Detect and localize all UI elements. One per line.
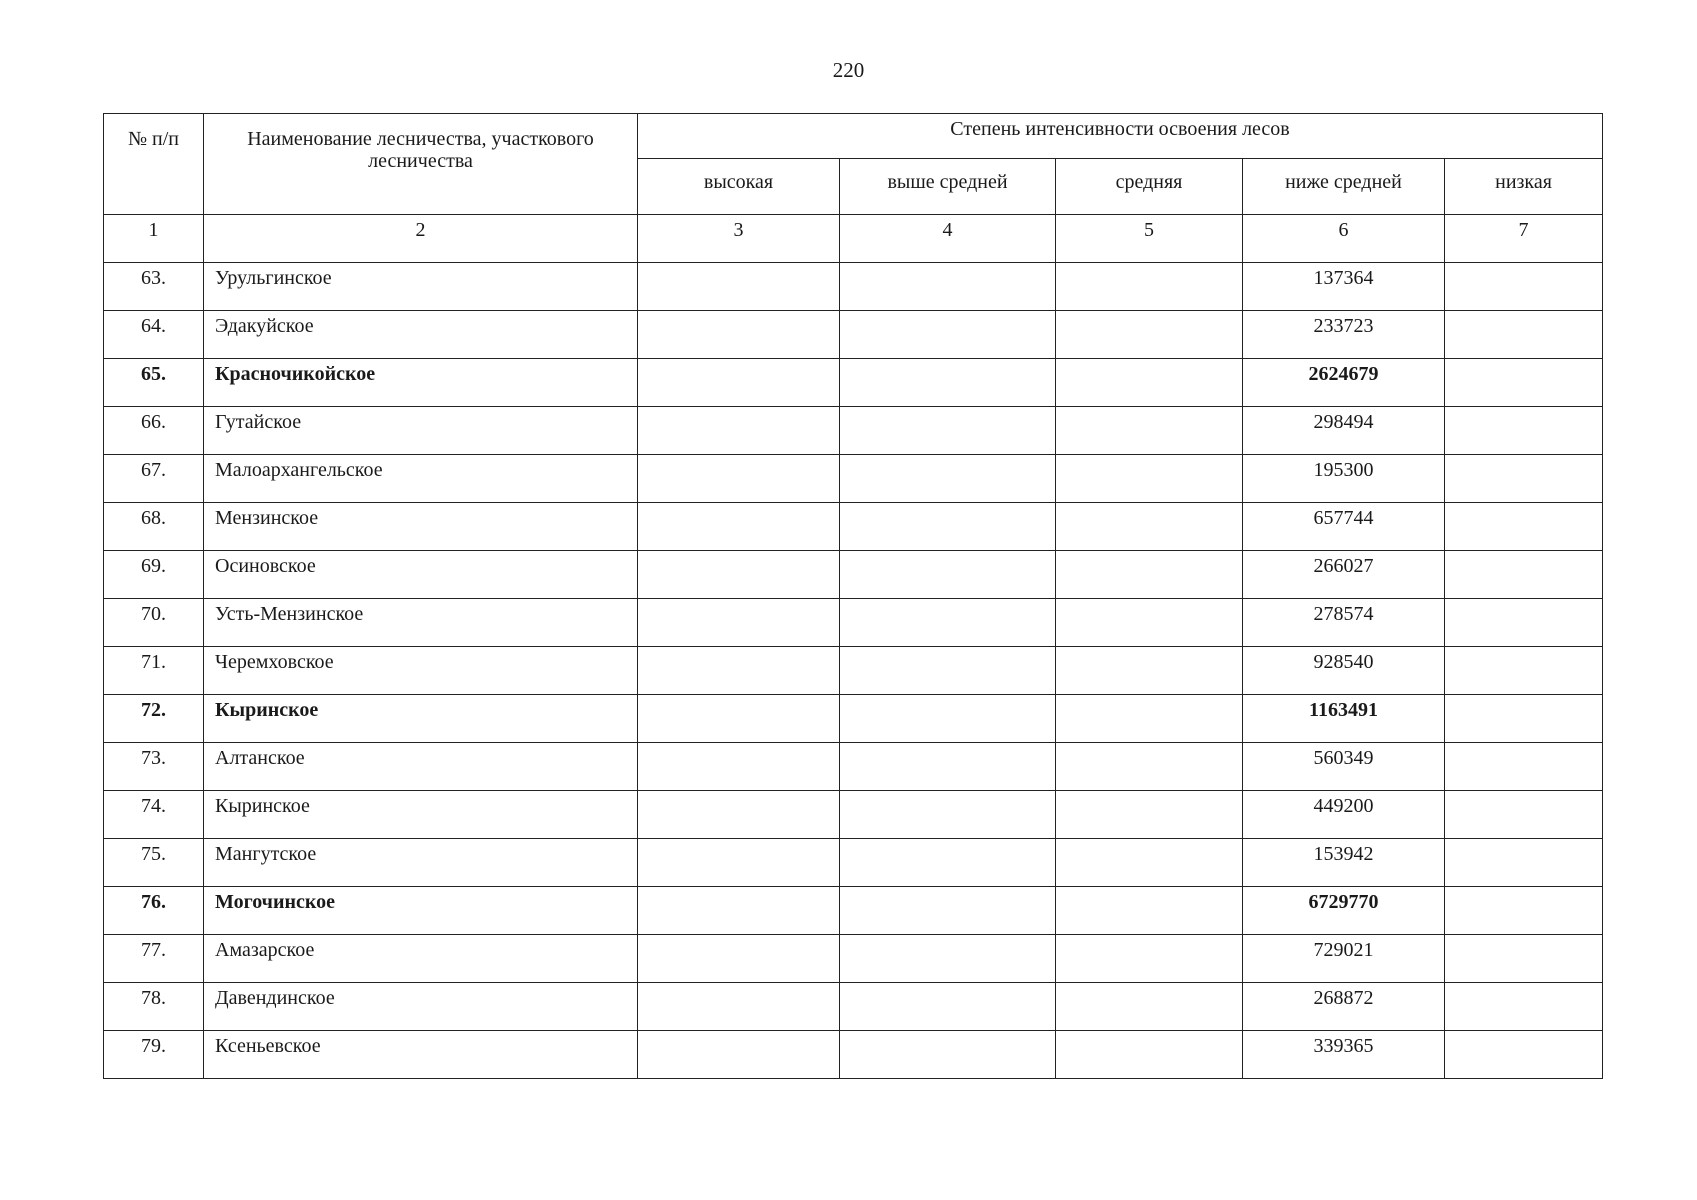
- value-high: [638, 935, 840, 983]
- table-row: [104, 359, 1603, 407]
- table-row: [104, 791, 1603, 839]
- row-number: 68.: [104, 503, 204, 551]
- forestry-name: Осиновское: [204, 551, 638, 599]
- table-row: [104, 935, 1603, 983]
- value-high: [638, 743, 840, 791]
- header-above-average: выше средней: [840, 159, 1056, 215]
- value-above-average: [840, 311, 1056, 359]
- row-number: 65.: [104, 359, 204, 407]
- value-high: [638, 359, 840, 407]
- row-number: 77.: [104, 935, 204, 983]
- value-high: [638, 551, 840, 599]
- value-average: [1056, 455, 1243, 503]
- row-number: 79.: [104, 1031, 204, 1079]
- value-below-average: 195300: [1243, 455, 1445, 503]
- value-average: [1056, 743, 1243, 791]
- value-average: [1056, 263, 1243, 311]
- header-high: высокая: [638, 159, 840, 215]
- value-above-average: [840, 359, 1056, 407]
- value-below-average: 1163491: [1243, 695, 1445, 743]
- value-high: [638, 455, 840, 503]
- value-average: [1056, 839, 1243, 887]
- row-number: 73.: [104, 743, 204, 791]
- table-row: [104, 455, 1603, 503]
- row-number: 67.: [104, 455, 204, 503]
- value-below-average: 729021: [1243, 935, 1445, 983]
- row-number: 66.: [104, 407, 204, 455]
- value-above-average: [840, 695, 1056, 743]
- header-intensity-group: Степень интенсивности освоения лесов: [638, 114, 1603, 159]
- row-number: 63.: [104, 263, 204, 311]
- value-above-average: [840, 983, 1056, 1031]
- value-average: [1056, 551, 1243, 599]
- header-average: средняя: [1056, 159, 1243, 215]
- column-index-row: [104, 215, 1603, 263]
- header-forestry-name: Наименование лесничества, участкового лесничества: [204, 114, 638, 215]
- table-row: [104, 647, 1603, 695]
- table-row: [104, 839, 1603, 887]
- value-low: [1445, 359, 1603, 407]
- value-below-average: 2624679: [1243, 359, 1445, 407]
- forestry-name: Мангутское: [204, 839, 638, 887]
- forestry-name: Алтанское: [204, 743, 638, 791]
- value-below-average: 233723: [1243, 311, 1445, 359]
- value-high: [638, 647, 840, 695]
- value-low: [1445, 839, 1603, 887]
- value-below-average: 560349: [1243, 743, 1445, 791]
- table-row: [104, 983, 1603, 1031]
- forestry-name: Гутайское: [204, 407, 638, 455]
- header-low: низкая: [1445, 159, 1603, 215]
- value-low: [1445, 743, 1603, 791]
- table-row: [104, 743, 1603, 791]
- row-number: 74.: [104, 791, 204, 839]
- value-average: [1056, 503, 1243, 551]
- value-below-average: 928540: [1243, 647, 1445, 695]
- column-index: 4: [840, 215, 1056, 263]
- value-low: [1445, 503, 1603, 551]
- value-average: [1056, 983, 1243, 1031]
- row-number: 75.: [104, 839, 204, 887]
- value-average: [1056, 935, 1243, 983]
- value-low: [1445, 599, 1603, 647]
- value-average: [1056, 647, 1243, 695]
- value-low: [1445, 887, 1603, 935]
- value-high: [638, 791, 840, 839]
- table-row: [104, 503, 1603, 551]
- value-average: [1056, 791, 1243, 839]
- value-above-average: [840, 551, 1056, 599]
- value-average: [1056, 599, 1243, 647]
- column-index: 5: [1056, 215, 1243, 263]
- forestry-name: Усть-Мензинское: [204, 599, 638, 647]
- value-average: [1056, 311, 1243, 359]
- value-high: [638, 695, 840, 743]
- column-index: 2: [204, 215, 638, 263]
- table-row: [104, 695, 1603, 743]
- value-below-average: 657744: [1243, 503, 1445, 551]
- column-index: 7: [1445, 215, 1603, 263]
- value-low: [1445, 935, 1603, 983]
- value-low: [1445, 1031, 1603, 1079]
- forestry-name: Могочинское: [204, 887, 638, 935]
- value-below-average: 153942: [1243, 839, 1445, 887]
- value-above-average: [840, 1031, 1056, 1079]
- value-high: [638, 1031, 840, 1079]
- value-below-average: 137364: [1243, 263, 1445, 311]
- value-high: [638, 503, 840, 551]
- table-body: [104, 263, 1603, 1079]
- value-below-average: 266027: [1243, 551, 1445, 599]
- value-below-average: 449200: [1243, 791, 1445, 839]
- table-row: [104, 311, 1603, 359]
- row-number: 72.: [104, 695, 204, 743]
- value-above-average: [840, 407, 1056, 455]
- value-high: [638, 983, 840, 1031]
- value-average: [1056, 695, 1243, 743]
- page-number: 220: [832, 58, 865, 82]
- value-average: [1056, 407, 1243, 455]
- value-high: [638, 311, 840, 359]
- forestry-name: Кыринское: [204, 791, 638, 839]
- value-above-average: [840, 503, 1056, 551]
- value-low: [1445, 695, 1603, 743]
- value-low: [1445, 983, 1603, 1031]
- value-low: [1445, 551, 1603, 599]
- table-row: [104, 263, 1603, 311]
- forestry-name: Малоархангельское: [204, 455, 638, 503]
- value-above-average: [840, 791, 1056, 839]
- value-below-average: 268872: [1243, 983, 1445, 1031]
- forestry-name: Ксеньевское: [204, 1031, 638, 1079]
- value-above-average: [840, 887, 1056, 935]
- forestry-name: Эдакуйское: [204, 311, 638, 359]
- value-above-average: [840, 647, 1056, 695]
- value-below-average: 339365: [1243, 1031, 1445, 1079]
- row-number: 70.: [104, 599, 204, 647]
- value-low: [1445, 263, 1603, 311]
- value-low: [1445, 455, 1603, 503]
- value-above-average: [840, 743, 1056, 791]
- header-below-average: ниже средней: [1243, 159, 1445, 215]
- value-average: [1056, 887, 1243, 935]
- forestry-name: Кыринское: [204, 695, 638, 743]
- value-below-average: 278574: [1243, 599, 1445, 647]
- row-number: 69.: [104, 551, 204, 599]
- value-low: [1445, 407, 1603, 455]
- row-number: 71.: [104, 647, 204, 695]
- value-above-average: [840, 935, 1056, 983]
- value-below-average: 298494: [1243, 407, 1445, 455]
- row-number: 64.: [104, 311, 204, 359]
- value-high: [638, 263, 840, 311]
- value-high: [638, 887, 840, 935]
- value-above-average: [840, 599, 1056, 647]
- value-average: [1056, 1031, 1243, 1079]
- value-average: [1056, 359, 1243, 407]
- value-high: [638, 839, 840, 887]
- row-number: 78.: [104, 983, 204, 1031]
- forestry-name: Давендинское: [204, 983, 638, 1031]
- forestry-name: Мензинское: [204, 503, 638, 551]
- table-row: [104, 599, 1603, 647]
- forestry-table: [103, 113, 1603, 1079]
- table-row: [104, 551, 1603, 599]
- header-number: № п/п: [104, 114, 204, 215]
- value-above-average: [840, 455, 1056, 503]
- value-above-average: [840, 263, 1056, 311]
- table-row: [104, 887, 1603, 935]
- column-index: 1: [104, 215, 204, 263]
- column-index: 6: [1243, 215, 1445, 263]
- table-row: [104, 1031, 1603, 1079]
- value-low: [1445, 647, 1603, 695]
- row-number: 76.: [104, 887, 204, 935]
- forestry-name: Красночикойское: [204, 359, 638, 407]
- value-high: [638, 407, 840, 455]
- value-high: [638, 599, 840, 647]
- forestry-name: Урульгинское: [204, 263, 638, 311]
- value-low: [1445, 311, 1603, 359]
- table-row: [104, 407, 1603, 455]
- value-below-average: 6729770: [1243, 887, 1445, 935]
- forestry-name: Амазарское: [204, 935, 638, 983]
- column-index: 3: [638, 215, 840, 263]
- value-low: [1445, 791, 1603, 839]
- value-above-average: [840, 839, 1056, 887]
- forestry-name: Черемховское: [204, 647, 638, 695]
